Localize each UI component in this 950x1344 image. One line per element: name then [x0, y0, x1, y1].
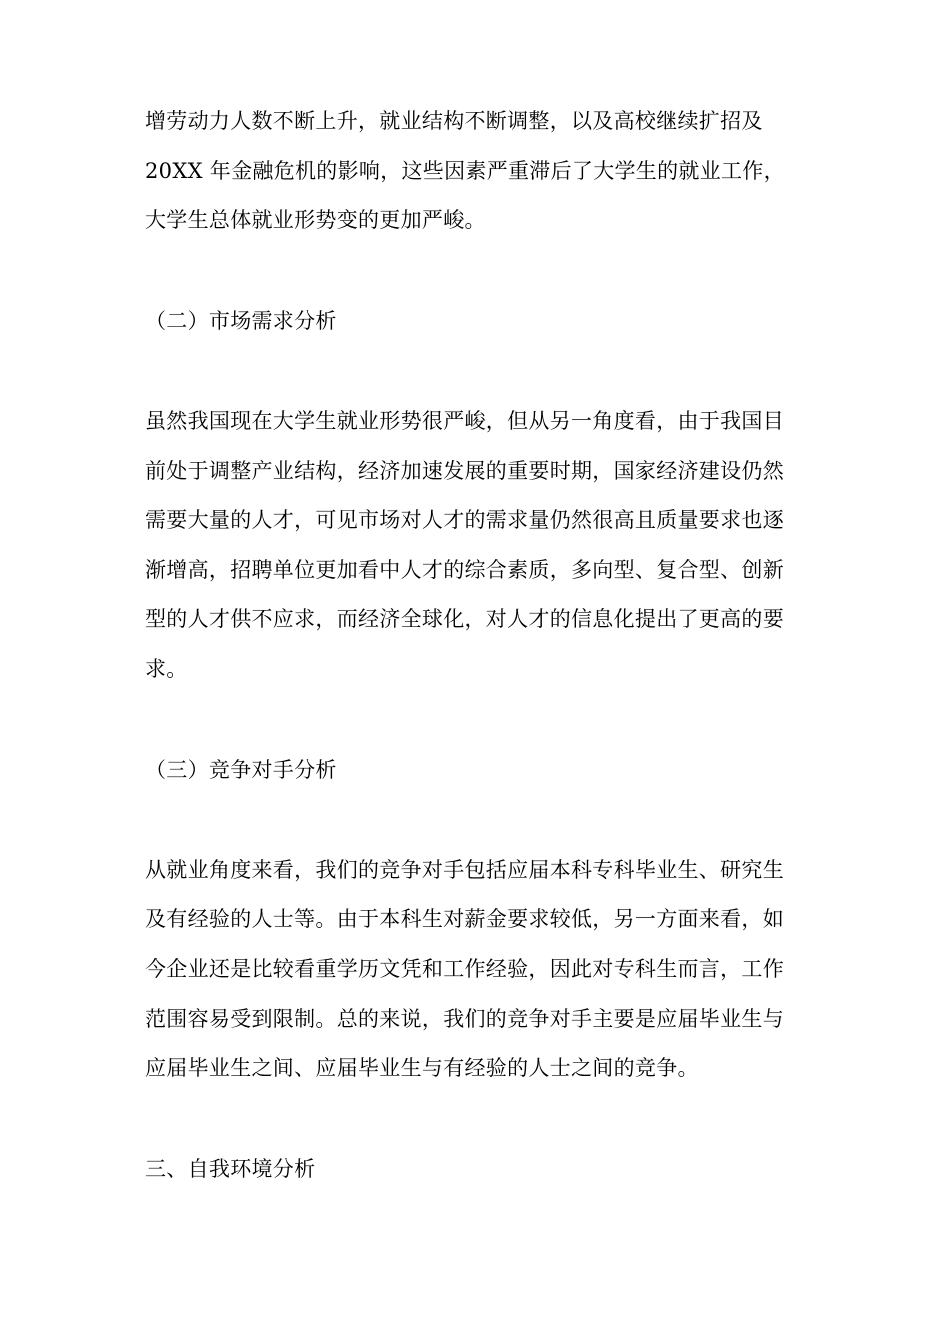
paragraph-line: 前处于调整产业结构，经济加速发展的重要时期，国家经济建设仍然: [145, 459, 784, 483]
section-heading-competition: （三）竞争对手分析: [145, 758, 337, 782]
paragraph-line: 型的人才供不应求，而经济全球化，对人才的信息化提出了更高的要: [145, 607, 784, 631]
paragraph-line: 20XX 年金融危机的影响，这些因素严重滞后了大学生的就业工作，: [145, 159, 785, 183]
paragraph-line: 求。: [145, 657, 188, 681]
paragraph-line: 从就业角度来看，我们的竞争对手包括应届本科专科毕业生、研究生: [145, 858, 784, 882]
paragraph-line: 及有经验的人士等。由于本科生对薪金要求较低，另一方面来看，如: [145, 907, 784, 931]
paragraph-line: 今企业还是比较看重学历文凭和工作经验，因此对专科生而言，工作: [145, 957, 784, 981]
section-heading-self: 三、自我环境分析: [145, 1157, 316, 1181]
paragraph-line: 需要大量的人才，可见市场对人才的需求量仍然很高且质量要求也逐: [145, 508, 784, 532]
paragraph-line: 范围容易受到限制。总的来说，我们的竞争对手主要是应届毕业生与: [145, 1007, 784, 1031]
paragraph-line: 渐增高，招聘单位更加看中人才的综合素质，多向型、复合型、创新: [145, 558, 784, 582]
section-heading-market: （二）市场需求分析: [145, 309, 337, 333]
paragraph-line: 增劳动力人数不断上升，就业结构不断调整，以及高校继续扩招及: [145, 109, 763, 133]
paragraph-line: 大学生总体就业形势变的更加严峻。: [145, 208, 486, 232]
paragraph-line: 应届毕业生之间、应届毕业生与有经验的人士之间的竞争。: [145, 1056, 699, 1080]
paragraph-line: 虽然我国现在大学生就业形势很严峻，但从另一角度看，由于我国目: [145, 409, 784, 433]
